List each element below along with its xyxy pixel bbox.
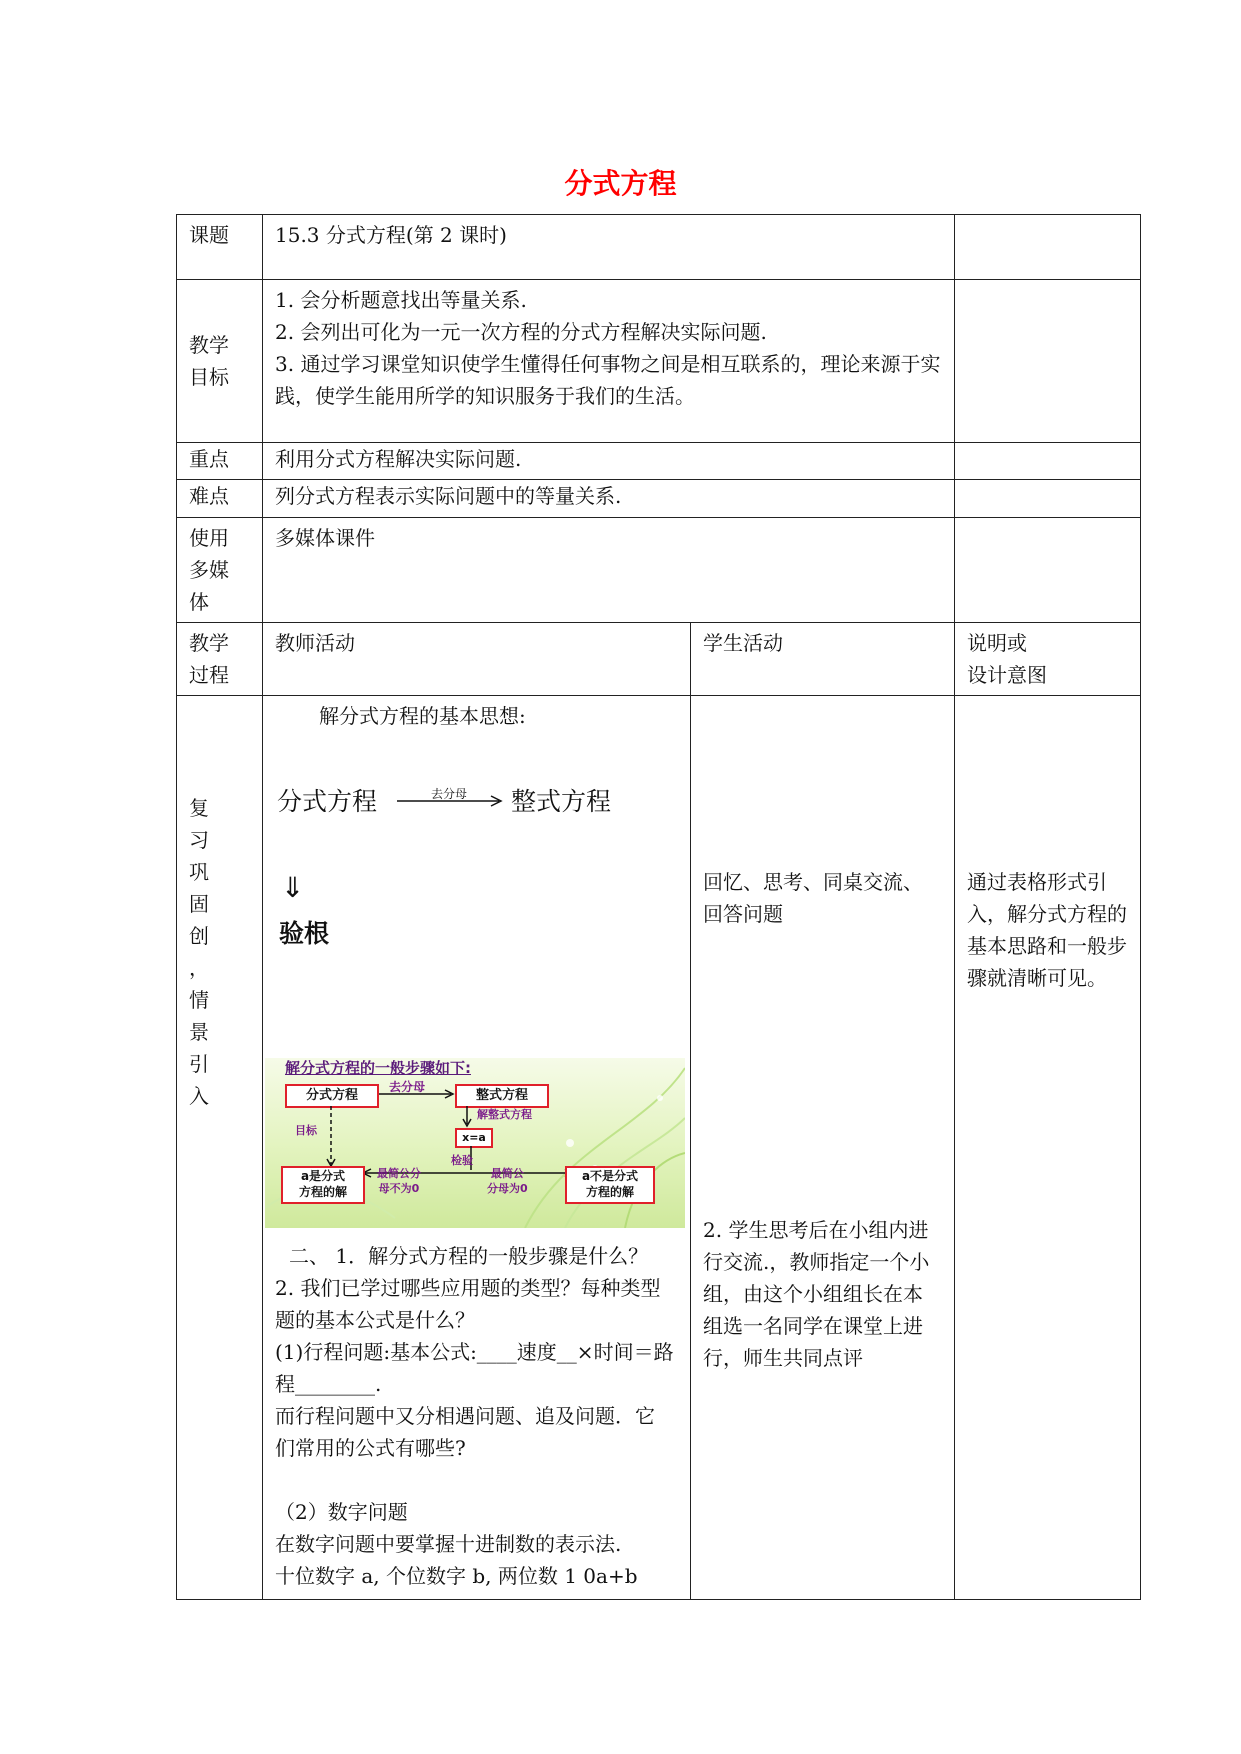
media-value: 多媒体课件 xyxy=(263,518,955,623)
question-line: （2）数字问题 xyxy=(275,1500,408,1524)
row-key xyxy=(177,443,1141,480)
result-box-is-solution: a是分式 方程的解 xyxy=(281,1166,365,1204)
condition-zero: 最简公 分母为0 xyxy=(487,1167,528,1195)
step-solve-integer: 解整式方程 xyxy=(477,1108,532,1121)
process-label: 教学 过程 xyxy=(177,623,263,696)
step-box-x: x=a xyxy=(455,1128,493,1148)
row-media xyxy=(177,518,1141,623)
question-line: (1)行程问题:基本公式:____速度__×时间＝路程________. xyxy=(275,1340,674,1396)
student-activity xyxy=(691,696,955,1600)
student-activity-header: 学生活动 xyxy=(691,623,955,696)
teacher-activity xyxy=(263,696,691,1600)
goal-item: 1. 会分析题意找出等量关系. xyxy=(275,288,527,312)
lesson-plan-table xyxy=(176,214,1141,1600)
page-title: 分式方程 xyxy=(564,167,677,200)
general-steps-slide xyxy=(265,1058,685,1228)
topic-label: 课题 xyxy=(177,215,263,280)
row-topic xyxy=(177,215,1141,280)
key-label: 重点 xyxy=(177,443,263,480)
design-note-text: 通过表格形式引入，解分式方程的基本思路和一般步骤就清晰可见。 xyxy=(967,870,1127,990)
slide-heading: 解分式方程的一般步骤如下: xyxy=(285,1059,471,1077)
goal-item: 3. 通过学习课堂知识使学生懂得任何事物之间是相互联系的，理论来源于实践，使学生能用所学的知识服务于我们的生活。 xyxy=(275,352,941,408)
media-label: 使用 多媒 体 xyxy=(177,518,263,623)
right-arrow-icon xyxy=(379,1088,459,1100)
difficulty-label: 难点 xyxy=(177,480,263,518)
basic-idea-diagram xyxy=(277,787,687,948)
row-review-section xyxy=(177,696,1141,1600)
question-line: 而行程问题中又分相遇问题、追及问题．它们常用的公式有哪些? xyxy=(275,1404,655,1460)
goal-item: 2. 会列出可化为一元一次方程的分式方程解决实际问题. xyxy=(275,320,767,344)
question-line: 2. 我们已学过哪些应用题的类型？每种类型题的基本公式是什么？ xyxy=(275,1276,661,1332)
blank-line xyxy=(275,1464,676,1496)
diagram-check-root: 验根 xyxy=(279,919,330,948)
down-arrow-icon xyxy=(461,1106,473,1128)
teacher-questions xyxy=(275,1240,690,1592)
question-line: 十位数字 a, 个位数字 b, 两位数 1 0a+b xyxy=(275,1564,638,1588)
diagram-integer-equation: 整式方程 xyxy=(511,787,612,816)
student-answer-1: 回忆、思考、同桌交流、回答问题 xyxy=(703,870,923,926)
teacher-activity-header: 教师活动 xyxy=(263,623,691,696)
step-box-fraction: 分式方程 xyxy=(285,1084,379,1108)
design-note xyxy=(955,696,1141,1600)
key-value: 利用分式方程解决实际问题. xyxy=(263,443,955,480)
note-header: 说明或 设计意图 xyxy=(955,623,1141,696)
diagram-area xyxy=(275,700,690,1199)
topic-value: 15.3 分式方程(第 2 课时) xyxy=(263,215,955,280)
step-remove-denominator: 去分母 xyxy=(389,1080,426,1094)
double-down-arrow-icon: ⇓ xyxy=(281,871,305,904)
row-goals xyxy=(177,280,1141,443)
dashed-down-arrow-icon xyxy=(325,1106,337,1168)
diagram-fraction-equation: 分式方程 xyxy=(277,787,378,816)
row-difficulty xyxy=(177,480,1141,518)
right-arrow-icon xyxy=(395,794,507,808)
step-box-integer: 整式方程 xyxy=(455,1084,549,1108)
question-line: 二、 1．解分式方程的一般步骤是什么？ xyxy=(289,1244,649,1268)
student-answer-2: 2. 学生思考后在小组内进行交流.，教师指定一个小组，由这个小组组长在本组选一名同学在课堂上进行，师生共同点评 xyxy=(703,1218,930,1370)
condition-nonzero: 最简公分 母不为0 xyxy=(377,1167,421,1195)
result-box-not-solution: a不是分式 方程的解 xyxy=(565,1166,655,1204)
goal-label: 目标 xyxy=(295,1124,317,1137)
difficulty-value: 列分式方程表示实际问题中的等量关系. xyxy=(263,480,955,518)
diagram-arrow-label: 去分母 xyxy=(431,787,468,801)
row-process-header xyxy=(177,623,1141,696)
check-label: 检验 xyxy=(451,1154,473,1167)
goals-label: 教学 目标 xyxy=(177,280,263,443)
goals-content xyxy=(263,280,955,443)
intro-text: 解分式方程的基本思想: xyxy=(319,704,526,728)
section-label: 复 习 巩 固 创 ， 情 景 引 入 xyxy=(177,696,263,1600)
question-line: 在数字问题中要掌握十进制数的表示法. xyxy=(275,1532,622,1556)
